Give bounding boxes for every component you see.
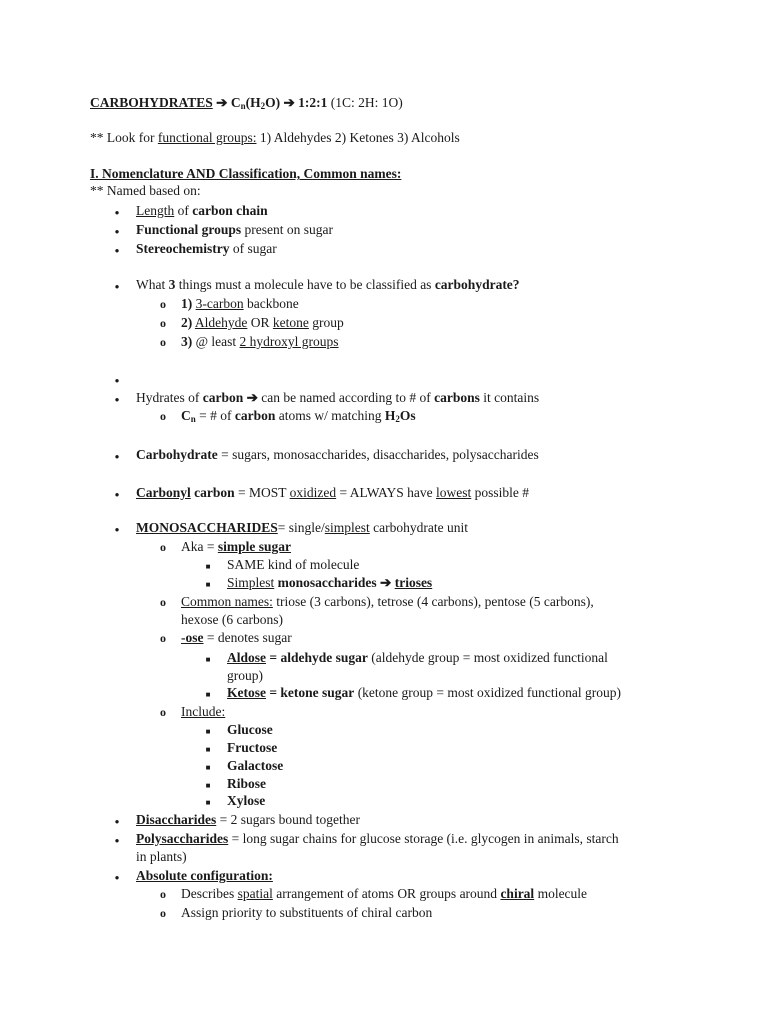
list-item: Carbonyl carbon = MOST oxidized = ALWAYS have lowest possible # (136, 485, 530, 500)
list-item: 2) Aldehyde OR ketone group (181, 315, 344, 330)
ratio: 1:2:1 (298, 95, 328, 110)
list-item: Include: (181, 704, 226, 719)
sugar-item: Galactose (227, 758, 284, 773)
arrow-icon: ➔ (212, 95, 231, 110)
look-for-line: ** Look for functional groups: 1) Aldehydes 2) Ketones 3) Alcohols (90, 130, 460, 145)
bullet-icon (112, 520, 122, 538)
bullet-icon (112, 203, 122, 221)
functional-groups-link: functional groups: (157, 130, 257, 145)
list-item-wrap: in plants) (136, 849, 187, 864)
bullet-icon (112, 447, 122, 465)
empty-bullet-icon (112, 371, 122, 389)
list-item: Aka = simple sugar (181, 539, 291, 554)
sugar-item: Xylose (227, 793, 266, 808)
list-item: Aldose = aldehyde sugar (aldehyde group = most oxidized functional (227, 650, 608, 665)
sub-bullet-icon (158, 315, 168, 331)
arrow-icon: ➔ (280, 95, 299, 110)
sub-bullet-icon (158, 296, 168, 312)
arrow-icon: ➔ (243, 390, 262, 405)
list-item: MONOSACCHARIDES= single/simplest carbohydrate unit (136, 520, 468, 535)
bullet-icon (112, 868, 122, 886)
list-item: Ketose = ketone sugar (ketone group = most oxidized functional group) (227, 685, 621, 700)
list-item: Stereochemistry of sugar (136, 241, 277, 256)
bullet-icon (112, 485, 122, 503)
list-item: Hydrates of carbon ➔ can be named according to # of carbons it contains (136, 390, 540, 405)
sub-bullet-icon (158, 408, 168, 424)
sub-bullet-icon (158, 886, 168, 902)
square-bullet-icon (203, 776, 213, 794)
list-item: $C_n$ = # of carbon atoms w/ matching $H_2Os$ (181, 408, 416, 424)
list-item: Common names: triose (3 carbons), tetrose (4 carbons), pentose (5 carbons), (181, 594, 594, 609)
bullet-icon (112, 390, 122, 408)
sub-bullet-icon (158, 704, 168, 720)
title-carbohydrates: CARBOHYDRATES (90, 95, 213, 110)
list-item: Carbohydrate = sugars, monosaccharides, disaccharides, polysaccharides (136, 447, 539, 462)
bullet-icon (112, 812, 122, 830)
bullet-icon (112, 222, 122, 240)
sub-bullet-icon (158, 594, 168, 610)
section-heading: I. Nomenclature AND Classification, Common names: (90, 166, 402, 181)
sub-bullet-icon (158, 539, 168, 555)
title-line (90, 95, 403, 111)
sub-bullet-icon (158, 905, 168, 921)
list-item: 3) @ least 2 hydroxyl groups (181, 334, 339, 349)
list-item: Assign priority to substituents of chiral carbon (181, 905, 433, 920)
sugar-item: Ribose (227, 776, 267, 791)
arrow-icon: ➔ (380, 575, 395, 590)
list-item: Disaccharides = 2 sugars bound together (136, 812, 360, 827)
list-item: SAME kind of molecule (227, 557, 360, 572)
formula: $C_n(H_2O)$ (230, 95, 281, 111)
bullet-icon (112, 241, 122, 259)
ratio-note: (1C: 2H: 1O) (327, 95, 403, 110)
list-item-wrap: hexose (6 carbons) (181, 612, 283, 627)
list-item: Describes spatial arrangement of atoms OR groups around chiral molecule (181, 886, 588, 901)
bullet-icon (112, 277, 122, 295)
square-bullet-icon (203, 722, 213, 740)
square-bullet-icon (203, 758, 213, 776)
list-item: 1) 3-carbon backbone (181, 296, 299, 311)
list-item: What 3 things must a molecule have to be classified as carbohydrate? (136, 277, 520, 292)
sub-bullet-icon (158, 630, 168, 646)
square-bullet-icon (203, 793, 213, 811)
list-item: -ose = denotes sugar (181, 630, 292, 645)
square-bullet-icon (203, 740, 213, 758)
list-item-wrap: group) (227, 668, 263, 683)
sub-bullet-icon (158, 334, 168, 350)
list-item: Absolute configuration: (136, 868, 273, 883)
list-item: Functional groups present on sugar (136, 222, 334, 237)
square-bullet-icon (203, 685, 213, 703)
square-bullet-icon (203, 650, 213, 668)
sugar-item: Fructose (227, 740, 278, 755)
list-item: Simplest monosaccharides ➔ trioses (227, 575, 433, 590)
list-item: Polysaccharides = long sugar chains for glucose storage (i.e. glycogen in animals, starch (136, 831, 619, 846)
named-based-on: ** Named based on: (90, 183, 201, 198)
sugar-item: Glucose (227, 722, 273, 737)
square-bullet-icon (203, 557, 213, 575)
bullet-icon (112, 831, 122, 849)
square-bullet-icon (203, 575, 213, 593)
list-item: Length of carbon chain (136, 203, 268, 218)
